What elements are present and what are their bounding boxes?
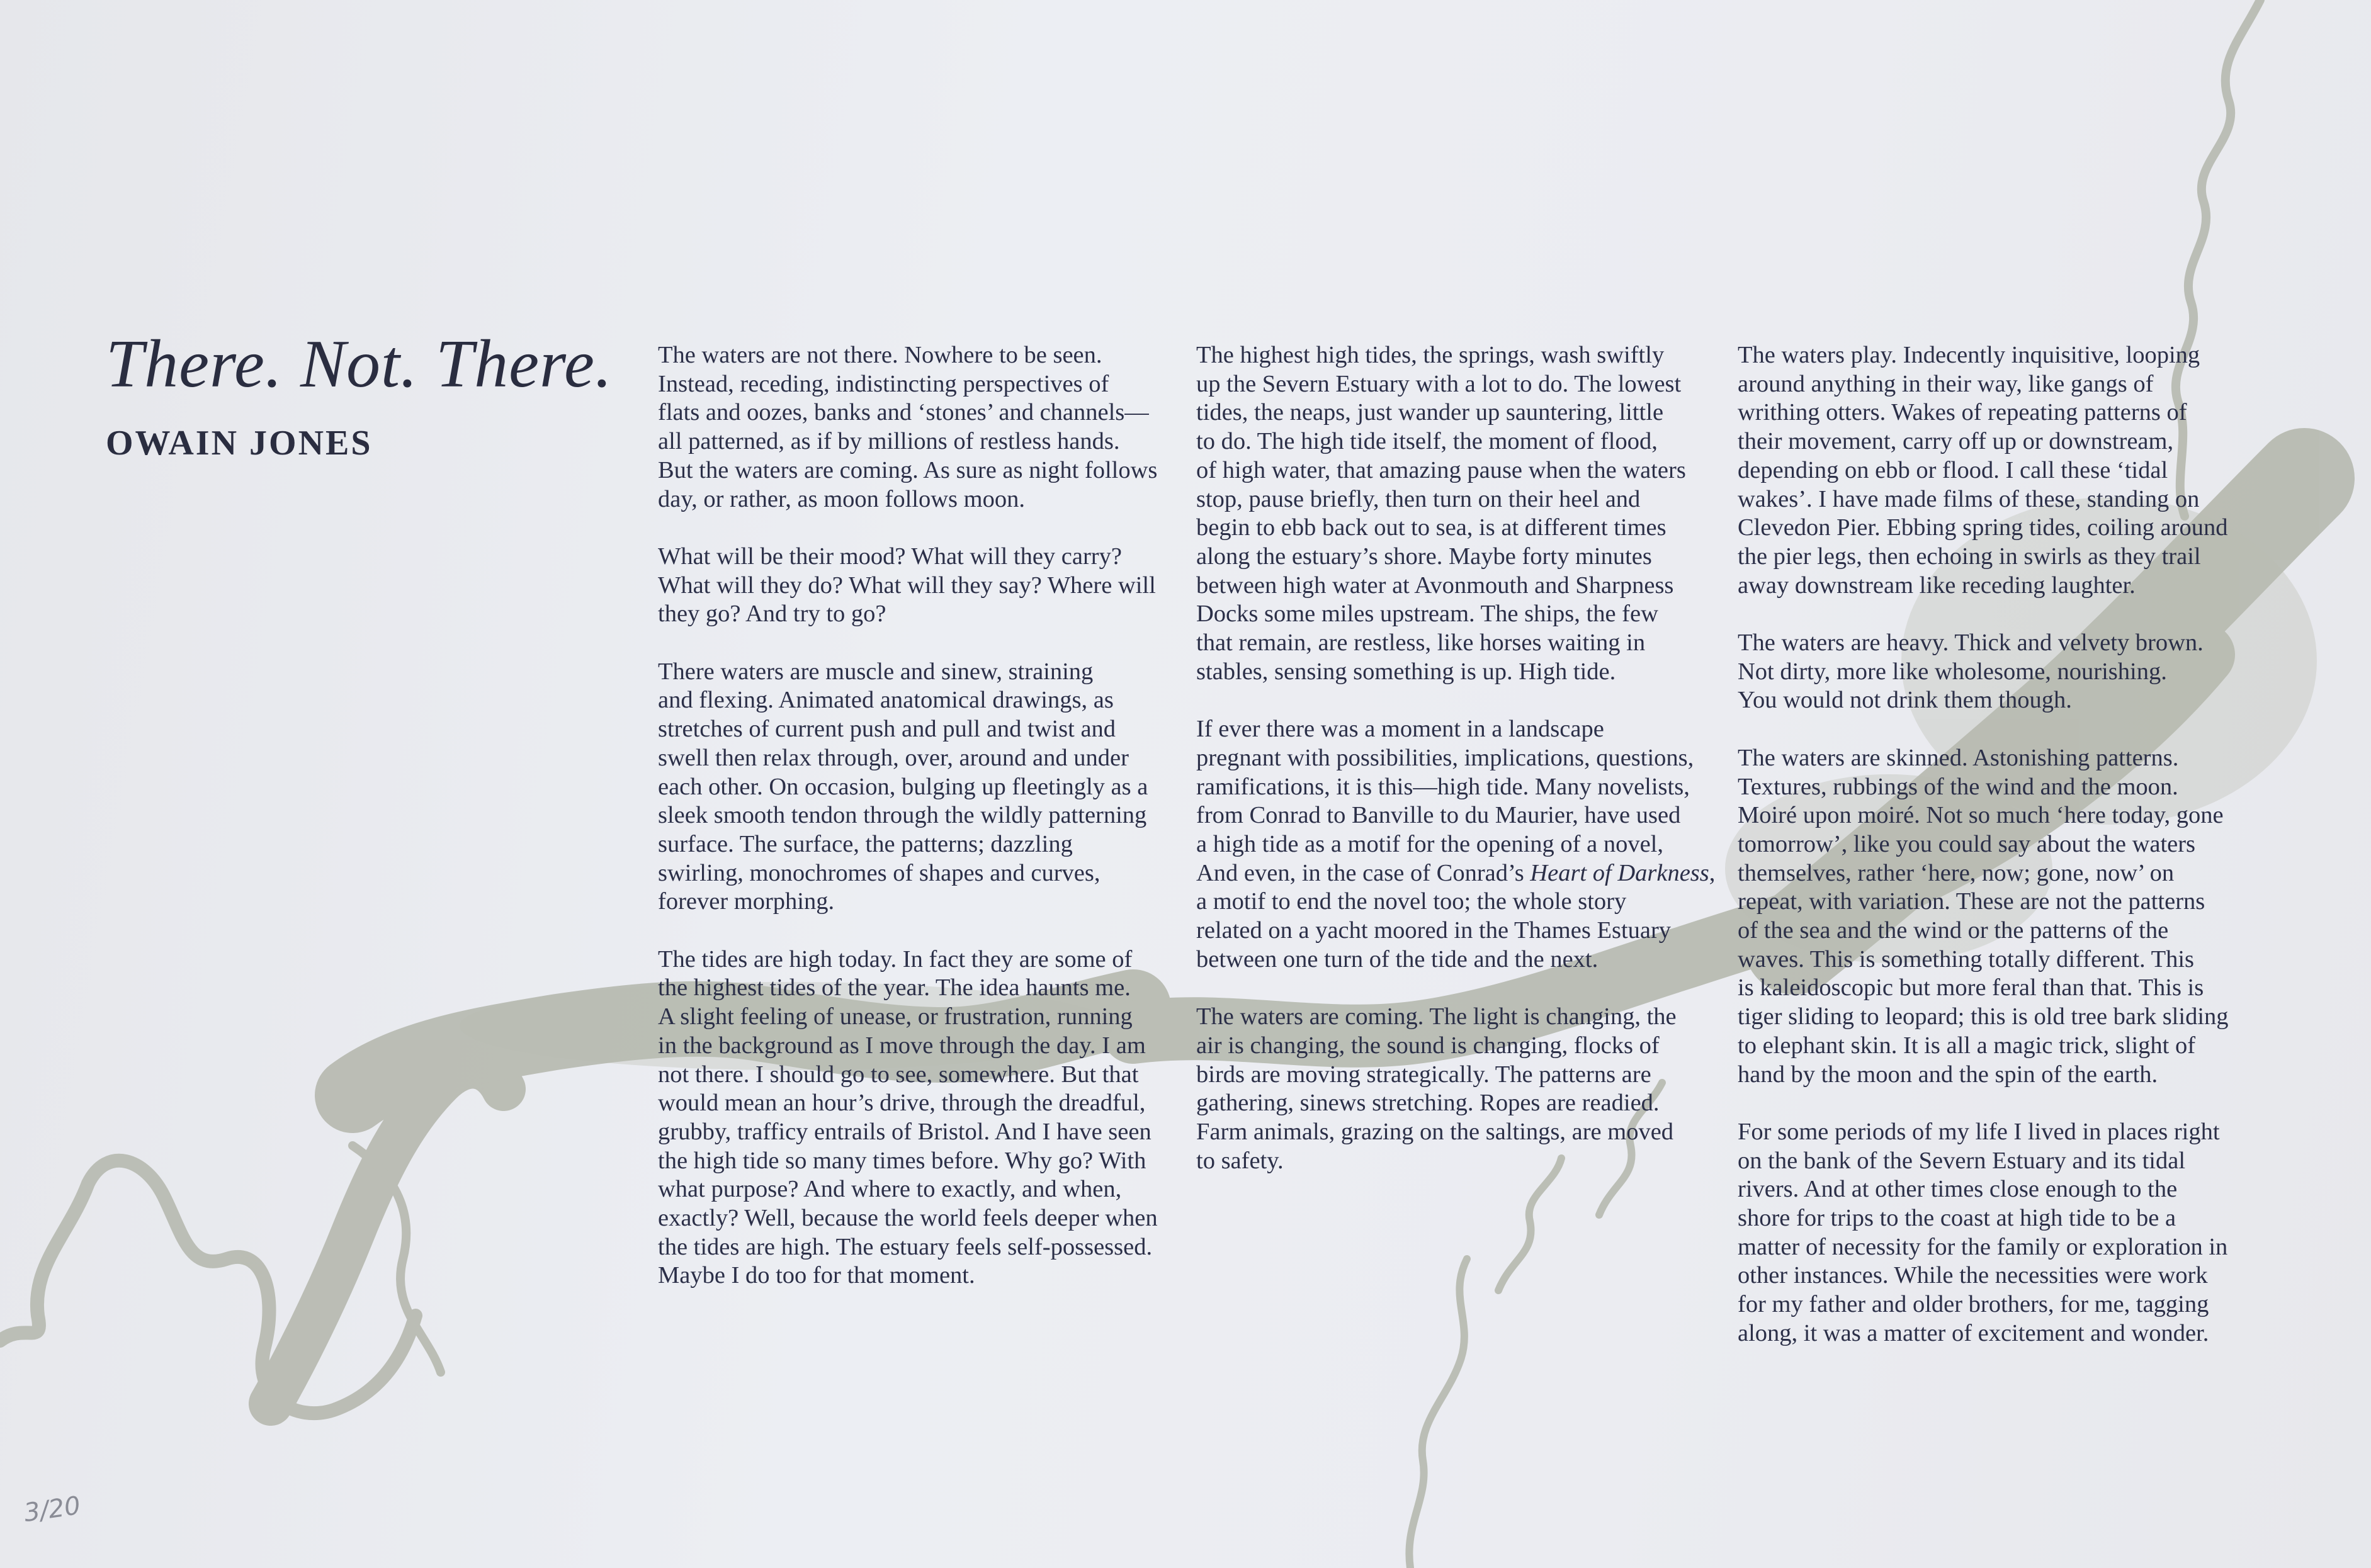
- paragraph: The waters are not there. Nowhere to be seen. Instead, receding, indistincting perspectives of flats and oozes, banks and ‘stones’ and channels— all patterned, as if by millions of restless hands. But the waters are coming. As sure as night follows day, or rather, as moon follows moon.: [658, 342, 1158, 512]
- paragraph-with-book-title: [1196, 715, 1731, 974]
- text-column-2: [1196, 341, 1731, 1204]
- paragraph: The waters are skinned. Astonishing patterns. Textures, rubbings of the wind and the moon. Moiré upon moiré. Not so much ‘here today, gone tomorrow’, like you could say about the waters themselves, rather ‘here, now; gone, now’ on repeat, with variation. These are not the patterns of the sea and the wind or the patterns of the waves. This is something totally different. This is kaleidoscopic but more feral than that. This is tiger sliding to leopard; this is old tree bark sliding to elephant skin. It is all a magic trick, slight of hand by the moon and the spin of the earth.: [1738, 744, 2229, 1088]
- paragraph: The waters play. Indecently inquisitive, looping around anything in their way, like gangs of writhing otters. Wakes of repeating patterns of their movement, carry off up or downstream, depending on ebb or flood. I call these ‘tidal wakes’. I have made films of these, standing on Clevedon Pier. Ebbing spring tides, coiling around the pier legs, then echoing in swirls as they trail away downstream like receding laughter.: [1738, 342, 2228, 599]
- text-column-3: [1738, 341, 2273, 1377]
- paragraph: What will be their mood? What will they carry? What will they do? What will they say? Where will they go? And try to go?: [658, 543, 1156, 628]
- paragraph-text: , a motif to end the novel too; the whole story related on a yacht moored in the Thames Estuary between one turn of the tide and the next.: [1196, 859, 1716, 973]
- author-name: OWAIN JONES: [106, 424, 373, 463]
- text-column-1: [658, 341, 1193, 1319]
- paragraph: The tides are high today. In fact they are some of the highest tides of the year. The idea haunts me. A slight feeling of unease, or frustration, running in the background as I move through the day. I am not there. I should go to see, somewhere. But that would mean an hour’s drive, through the dreadful, grubby, trafficy entrails of Bristol. And I have seen the high tide so many times before. Why go? With what purpose? And where to exactly, and when, exactly? Well, because the world feels deeper when the tides are high. The estuary feels self-possessed. Maybe I do too for that moment.: [658, 945, 1158, 1289]
- edition-number: 3/20: [22, 1491, 82, 1528]
- paragraph: The waters are heavy. Thick and velvety brown. Not dirty, more like wholesome, nourishing. You would not drink them though.: [1738, 629, 2204, 714]
- paragraph: The highest high tides, the springs, wash swiftly up the Severn Estuary with a lot to do. The lowest tides, the neaps, just wander up sauntering, little to do. The high tide itself, the moment of flood, of high water, that amazing pause when the waters stop, pause briefly, then turn on their heel and begin to ebb back out to sea, is at different times along the estuary’s shore. Maybe forty minutes between high water at Avonmouth and Sharpness Docks some miles upstream. The ships, the few that remain, are restless, like horses waiting in stables, sensing something is up. High tide.: [1196, 342, 1686, 685]
- paragraph-text: If ever there was a moment in a landscape pregnant with possibilities, implications, questions, ramifications, it is this—high tide. Many novelists, from Conrad to Banville to du Maurier, have used a high tide as a motif for the opening of a novel, And even, in the case of Conrad’s: [1196, 716, 1694, 886]
- book-title: Heart of Darkness: [1530, 859, 1709, 886]
- river-tributary-middle: [1409, 1259, 1467, 1568]
- paragraph: For some periods of my life I lived in places right on the bank of the Severn Estuary and its tidal rivers. And at other times close enough to the shore for trips to the coast at high tide to be a matter of necessity for the family or exploration in other instances. While the necessities were work for my father and older brothers, for me, tagging along, it was a matter of excitement and wonder.: [1738, 1118, 2228, 1346]
- page-title: There. Not. There.: [106, 327, 613, 402]
- paragraph: The waters are coming. The light is changing, the air is changing, the sound is changing, flocks of birds are moving strategically. The patterns are gathering, sinews stretching. Ropes are readied. Farm animals, grazing on the saltings, are moved to safety.: [1196, 1003, 1677, 1174]
- paragraph: There waters are muscle and sinew, straining and flexing. Animated anatomical drawings, as stretches of current push and pull and twist and swell then relax through, over, around and under each other. On occasion, bulging up fleetingly as a sleek smooth tendon through the wildly patterning surface. The surface, the patterns; dazzling swirling, monochromes of shapes and curves, forever morphing.: [658, 658, 1148, 915]
